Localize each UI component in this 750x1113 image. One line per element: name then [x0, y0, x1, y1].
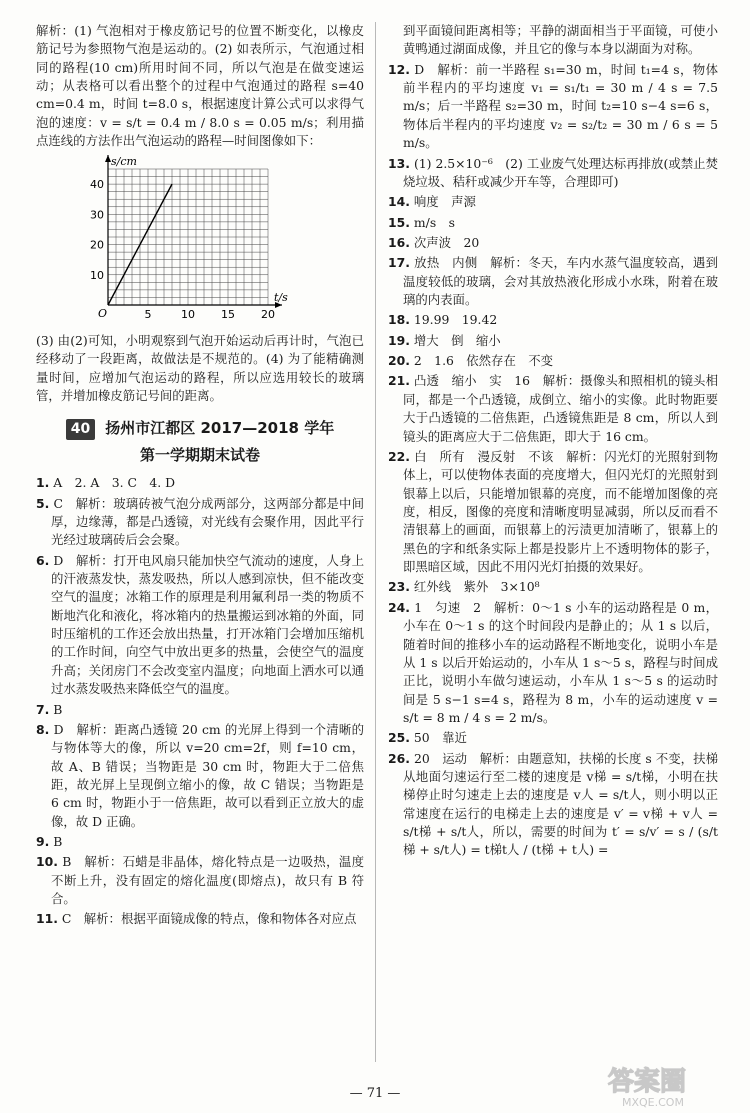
answer-item — [36, 721, 364, 831]
y-tick-label: 30 — [90, 207, 104, 221]
answer-number: 11. — [36, 911, 58, 927]
answer-item — [36, 495, 364, 550]
answer-text: 红外线 紫外 3×10⁸ — [413, 579, 540, 595]
answer-number: 7. — [36, 701, 50, 717]
answer-item — [36, 853, 364, 908]
answer-number: 24. — [388, 599, 410, 615]
answer-number: 5. — [36, 495, 50, 511]
answer-text: 白 所有 漫反射 不该 解析：闪光灯的光照射到物体上，可以使物体表面的亮度增大，但闪光灯的光照射到银幕上以后，只能增加银幕的亮度，而不能增加图像的亮度，相反，图像的亮度和清晰度明显减弱，所以反而看不清银幕上的画面，而银幕上的污渍更加清晰了，银幕上的黑色的字和纸条实际上都是投影片上不透明物体的影子，即黑暗区域，因此不用闪光灯拍摄的效果好。 — [403, 448, 718, 575]
answer-text: 次声波 20 — [413, 234, 480, 250]
answer-text: 50 靠近 — [413, 730, 467, 746]
answer-text: 19.99 19.42 — [413, 312, 498, 328]
answer-text: (1) 2.5×10⁻⁶ (2) 工业废气处理达标再排放(或禁止焚烧垃圾、秸秆或减少开车等，合理即可) — [403, 155, 718, 189]
svg-text:MXQE.COM: MXQE.COM — [622, 1096, 684, 1109]
chart-svg — [78, 155, 298, 323]
answer-item — [388, 352, 718, 370]
answer-number: 12. — [388, 61, 410, 77]
analysis-paragraph: 解析：(1) 气泡相对于橡皮筋记号的位置不断变化，以橡皮筋记号为参照物气泡是运动的。(2) 如表所示，气泡通过相同的路程(10 cm)所用时间不同，所以气泡是在做变速运动；从表格可以看出整个的过程中气泡通过的路程 s=40 cm=0.4 m，时间 t=8.0 s，根据速度计算公式可以求得气泡的速度：v = s/t = 0.4 m / 8.0 s = 0.05 m/s；利用描点连线的方法作出气泡运动的路程—时间图像如下： — [36, 23, 364, 149]
answer-number: 10. — [36, 854, 58, 870]
answer-text: 20 运动 解析：由题意知，扶梯的长度 s 不变，扶梯从地面匀速运行至二楼的速度是 v梯 = s/t梯，小明在扶梯停止时匀速走上去的速度是 v人 = s/t人，则小明以正常速度在运行的电梯走上去的速度是 v′ = v梯 + v人 = s/t梯 + s/t人，所以，需要的时间为 t′ = s/v′ = s / (s/t梯 + s/t人) = t梯t人 / (t梯 + t人) = — [403, 750, 718, 858]
answer-item — [388, 448, 718, 577]
answer-number: 22. — [388, 448, 410, 464]
answer-item — [36, 833, 364, 851]
answer-number: 18. — [388, 312, 410, 328]
answer-text: 增大 倒 缩小 — [413, 332, 501, 348]
answer-number: 9. — [36, 834, 50, 850]
answer-number: 20. — [388, 353, 410, 369]
answer-item — [388, 578, 718, 596]
answer-number: 23. — [388, 579, 410, 595]
answer-number: 16. — [388, 234, 410, 250]
answer-item — [388, 254, 718, 309]
analysis-paragraph-2: (3) 由(2)可知，小明观察到气泡开始运动后再计时，气泡已经移动了一段距离，故做法是不规范的。(4) 为了能精确测量时间，应增加气泡运动的路程，所以应选用较长的玻璃管，并增加橡皮筋记号间的距离。 — [36, 332, 364, 403]
origin-label: O — [98, 306, 108, 320]
answer-item — [388, 22, 718, 59]
answer-text: C 解析：根据平面镜成像的特点，像和物体各对应点 — [61, 911, 357, 927]
y-tick-label: 20 — [90, 238, 104, 252]
answer-number: 19. — [388, 332, 410, 348]
answer-number: 21. — [388, 373, 410, 389]
answer-number: 15. — [388, 214, 410, 230]
answer-item — [36, 910, 364, 928]
answer-text: B — [53, 834, 63, 850]
right-column — [388, 22, 718, 862]
answer-item — [388, 155, 718, 192]
answer-number: 13. — [388, 155, 410, 171]
x-tick-label: 10 — [181, 307, 195, 321]
answer-text: 2 1.6 依然存在 不变 — [413, 353, 554, 369]
distance-time-chart — [78, 155, 364, 328]
answer-text: 放热 内侧 解析：冬天，车内水蒸气温度较高，遇到温度较低的玻璃，会对其放热液化形成小水珠，附着在玻璃的内表面。 — [403, 255, 718, 308]
y-tick-label: 10 — [90, 268, 104, 282]
answer-number: 17. — [388, 255, 410, 271]
answer-number: 8. — [36, 721, 50, 737]
answer-text: m/s s — [413, 214, 455, 230]
answer-text: B 解析：石蜡是非晶体，熔化特点是一边吸热，温度不断上升，没有固定的熔化温度(即熔点)，故只有 B 符合。 — [51, 854, 364, 907]
x-axis-label: t/s — [274, 290, 288, 304]
watermark-logo-icon — [600, 1060, 740, 1110]
left-column — [36, 22, 364, 931]
answer-item — [36, 552, 364, 699]
answer-item — [388, 214, 718, 232]
answer-text: C 解析：玻璃砖被气泡分成两部分，这两部分都是中间厚，边缘薄，都是凸透镜，对光线有会聚作用，因此平行光经过玻璃砖后会会聚。 — [51, 495, 364, 548]
answer-text: D 解析：打开电风扇只能加快空气流动的速度，人身上的汗液蒸发快，蒸发吸热，所以人感到凉快，但不能改变空气的温度；冰箱工作的原理是利用氟利昂一类的物质不断地汽化和液化，将冰箱内的热量搬运到冰箱的外面，同时压缩机的工作还会放出热量，打开冰箱门会增加压缩机的工作时间，向空气中放出更多的热量，会使空气的温度升高；关闭房门不会改变室内温度；向地面上洒水可以通过水蒸发吸热来降低空气的温度。 — [51, 552, 364, 697]
answer-number: 14. — [388, 194, 410, 210]
answer-text: B — [53, 701, 63, 717]
answer-item — [388, 599, 718, 728]
answer-item — [388, 372, 718, 445]
answer-item — [388, 193, 718, 211]
section-subtitle: 第一学期期末试卷 — [139, 446, 260, 465]
answer-item — [388, 729, 718, 747]
answer-number: 26. — [388, 750, 410, 766]
answer-text: 响度 声源 — [413, 194, 476, 210]
answer-list-right — [388, 22, 718, 860]
page-number: — 71 — — [349, 1086, 401, 1101]
answer-item — [388, 61, 718, 153]
answer-item — [388, 234, 718, 252]
section-title: 扬州市江都区 2017—2018 学年 — [105, 419, 335, 438]
answer-item — [388, 750, 718, 860]
answer-list-left — [36, 474, 364, 929]
answer-text: 凸透 缩小 实 16 解析：摄像头和照相机的镜头相同，都是一个凸透镜，成倒立、缩小的实像。此时物距要大于凸透镜的二倍焦距，凸透镜焦距是 8 cm，所以人到镜头的距离应大于二倍焦距，即大于 16 cm。 — [403, 373, 718, 444]
answer-item — [36, 701, 364, 719]
y-axis-label: s/cm — [111, 154, 137, 168]
svg-text:答案圈: 答案圈 — [608, 1067, 687, 1097]
answer-number: 1. — [36, 475, 50, 491]
section-header — [36, 417, 364, 466]
answer-number: 6. — [36, 552, 50, 568]
column-divider — [375, 22, 376, 1062]
x-tick-label: 5 — [144, 307, 152, 321]
y-tick-label: 40 — [90, 177, 104, 191]
answer-text: 1 匀速 2 解析：0～1 s 小车的运动路程是 0 m，小车在 0～1 s 的这个时间段内是静止的；从 1 s 以后，随着时间的推移小车的运动路程不断地变化，说明小车是从 1 s 以后开始运动的，小车从 1 s～5 s，路程与时间成正比，说明小车做匀速运动，小车从 1 s～5 s 的运动时间是 5 s−1 s=4 s，路程为 8 m，小车的运动速度 v = s/t = 8 m / 4 s = 2 m/s。 — [403, 599, 718, 725]
answer-item — [388, 311, 718, 329]
x-tick-label: 15 — [221, 307, 235, 321]
answer-number: 25. — [388, 730, 410, 746]
section-badge: 40 — [66, 419, 95, 440]
x-tick-label: 20 — [261, 307, 275, 321]
answer-text: D 解析：前一半路程 s₁=30 m，时间 t₁=4 s，物体前半程内的平均速度 v₁ = s₁/t₁ = 30 m / 4 s = 7.5 m/s；后一半路程 s₂=30 m，时间 t₂=10 s−4 s=6 s，物体后半程内的平均速度 v₂ = s₂/t₂ = 30 m / 6 s = 5 m/s。 — [403, 61, 718, 151]
answer-item — [388, 332, 718, 350]
answer-text: A 2. A 3. C 4. D — [53, 475, 176, 491]
answer-item — [36, 474, 364, 492]
answer-text: 到平面镜间距离相等；平静的湖面相当于平面镜，可使小黄鸭通过湖面成像，并且它的像与本身以湖面为对称。 — [403, 23, 718, 57]
answer-text: D 解析：距离凸透镜 20 cm 的光屏上得到一个清晰的与物体等大的像，所以 v=20 cm=2f，则 f=10 cm，故 A、B 错误；当物距是 30 cm 时，物距大于二倍焦距，故光屏上呈现倒立缩小的像，故 C 错误；当物距是 6 cm 时，物距小于一倍焦距，故可以看到正立放大的虚像，故 D 正确。 — [51, 721, 364, 829]
